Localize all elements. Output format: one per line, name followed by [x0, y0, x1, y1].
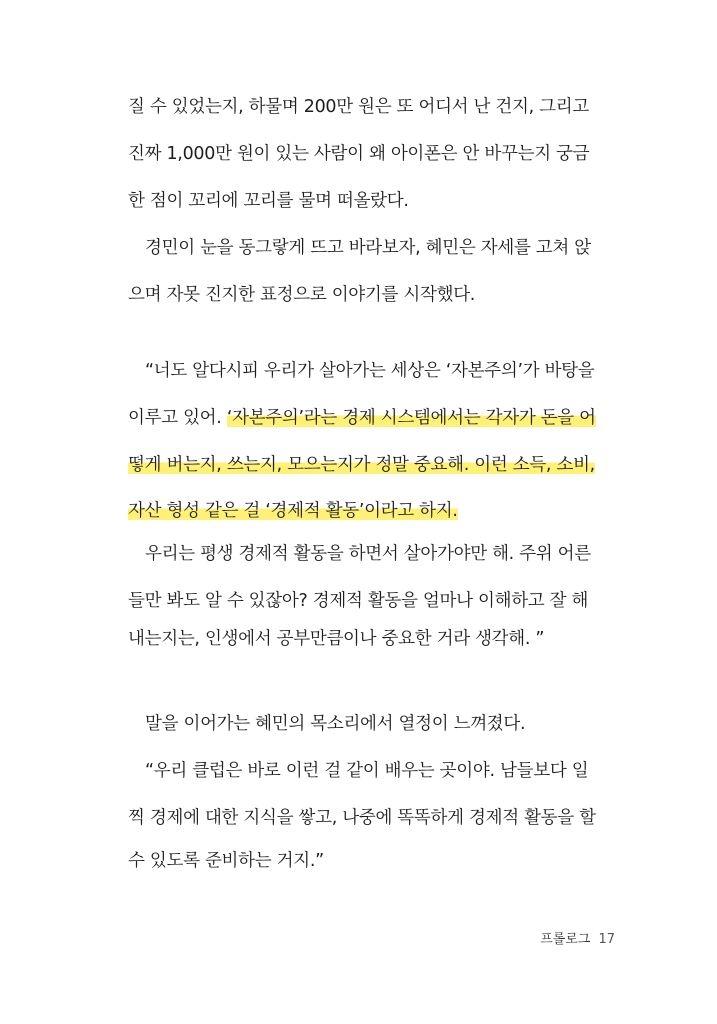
- body-text-line: [128, 451, 618, 479]
- highlighted-text: ‘자본주의’라는 경제 시스템에서는 각자가 돈을 어: [226, 408, 596, 428]
- body-text-line: 진짜 1,000만 원이 있는 사람이 왜 아이폰은 안 바꾸는지 궁금: [128, 144, 590, 164]
- body-text-line: “너도 알다시피 우리가 살아가는 세상은 ‘자본주의’가 바탕을: [145, 361, 595, 381]
- body-text-line: 말을 이어가는 혜민의 목소리에서 열정이 느껴졌다.: [145, 714, 526, 734]
- body-text-line: 한 점이 꼬리에 꼬리를 물며 떠올랐다.: [128, 191, 409, 211]
- highlighted-text: 자산 형성 같은 걸 ‘경제적 활동’이라고 하지.: [128, 501, 458, 521]
- body-text-line: 질 수 있었는지, 하물며 200만 원은 또 어디서 난 건지, 그리고: [128, 97, 589, 117]
- body-text-line: 으며 자못 진지한 표정으로 이야기를 시작했다.: [128, 285, 476, 305]
- page-number: 17: [598, 932, 615, 947]
- plain-text: 이루고 있어.: [128, 408, 227, 428]
- body-text-line: 들만 봐도 알 수 있잖아? 경제적 활동을 얼마나 이해하고 잘 해: [128, 591, 589, 611]
- body-text-line: “우리 클럽은 바로 이런 걸 같이 배우는 곳이야. 남들보다 일: [145, 761, 589, 781]
- page-footer: [540, 930, 615, 950]
- highlighted-text: 떻게 버는지, 쓰는지, 모으는지가 정말 중요해. 이런 소득, 소비,: [128, 455, 595, 475]
- section-title: 프롤로그: [540, 932, 591, 947]
- body-text-line: [128, 404, 618, 432]
- body-text-line: 찍 경제에 대한 지식을 쌓고, 나중에 똑똑하게 경제적 활동을 할: [128, 808, 596, 828]
- body-text-line: 우리는 평생 경제적 활동을 하면서 살아가야만 해. 주위 어른: [145, 544, 591, 564]
- body-text-line: [128, 497, 618, 525]
- body-text-line: 내는지는, 인생에서 공부만큼이나 중요한 거라 생각해. ”: [128, 629, 545, 649]
- body-text-line: 수 있도록 준비하는 거지.”: [128, 851, 324, 871]
- body-text-line: 경민이 눈을 동그랗게 뜨고 바라보자, 혜민은 자세를 고쳐 앉: [145, 238, 591, 258]
